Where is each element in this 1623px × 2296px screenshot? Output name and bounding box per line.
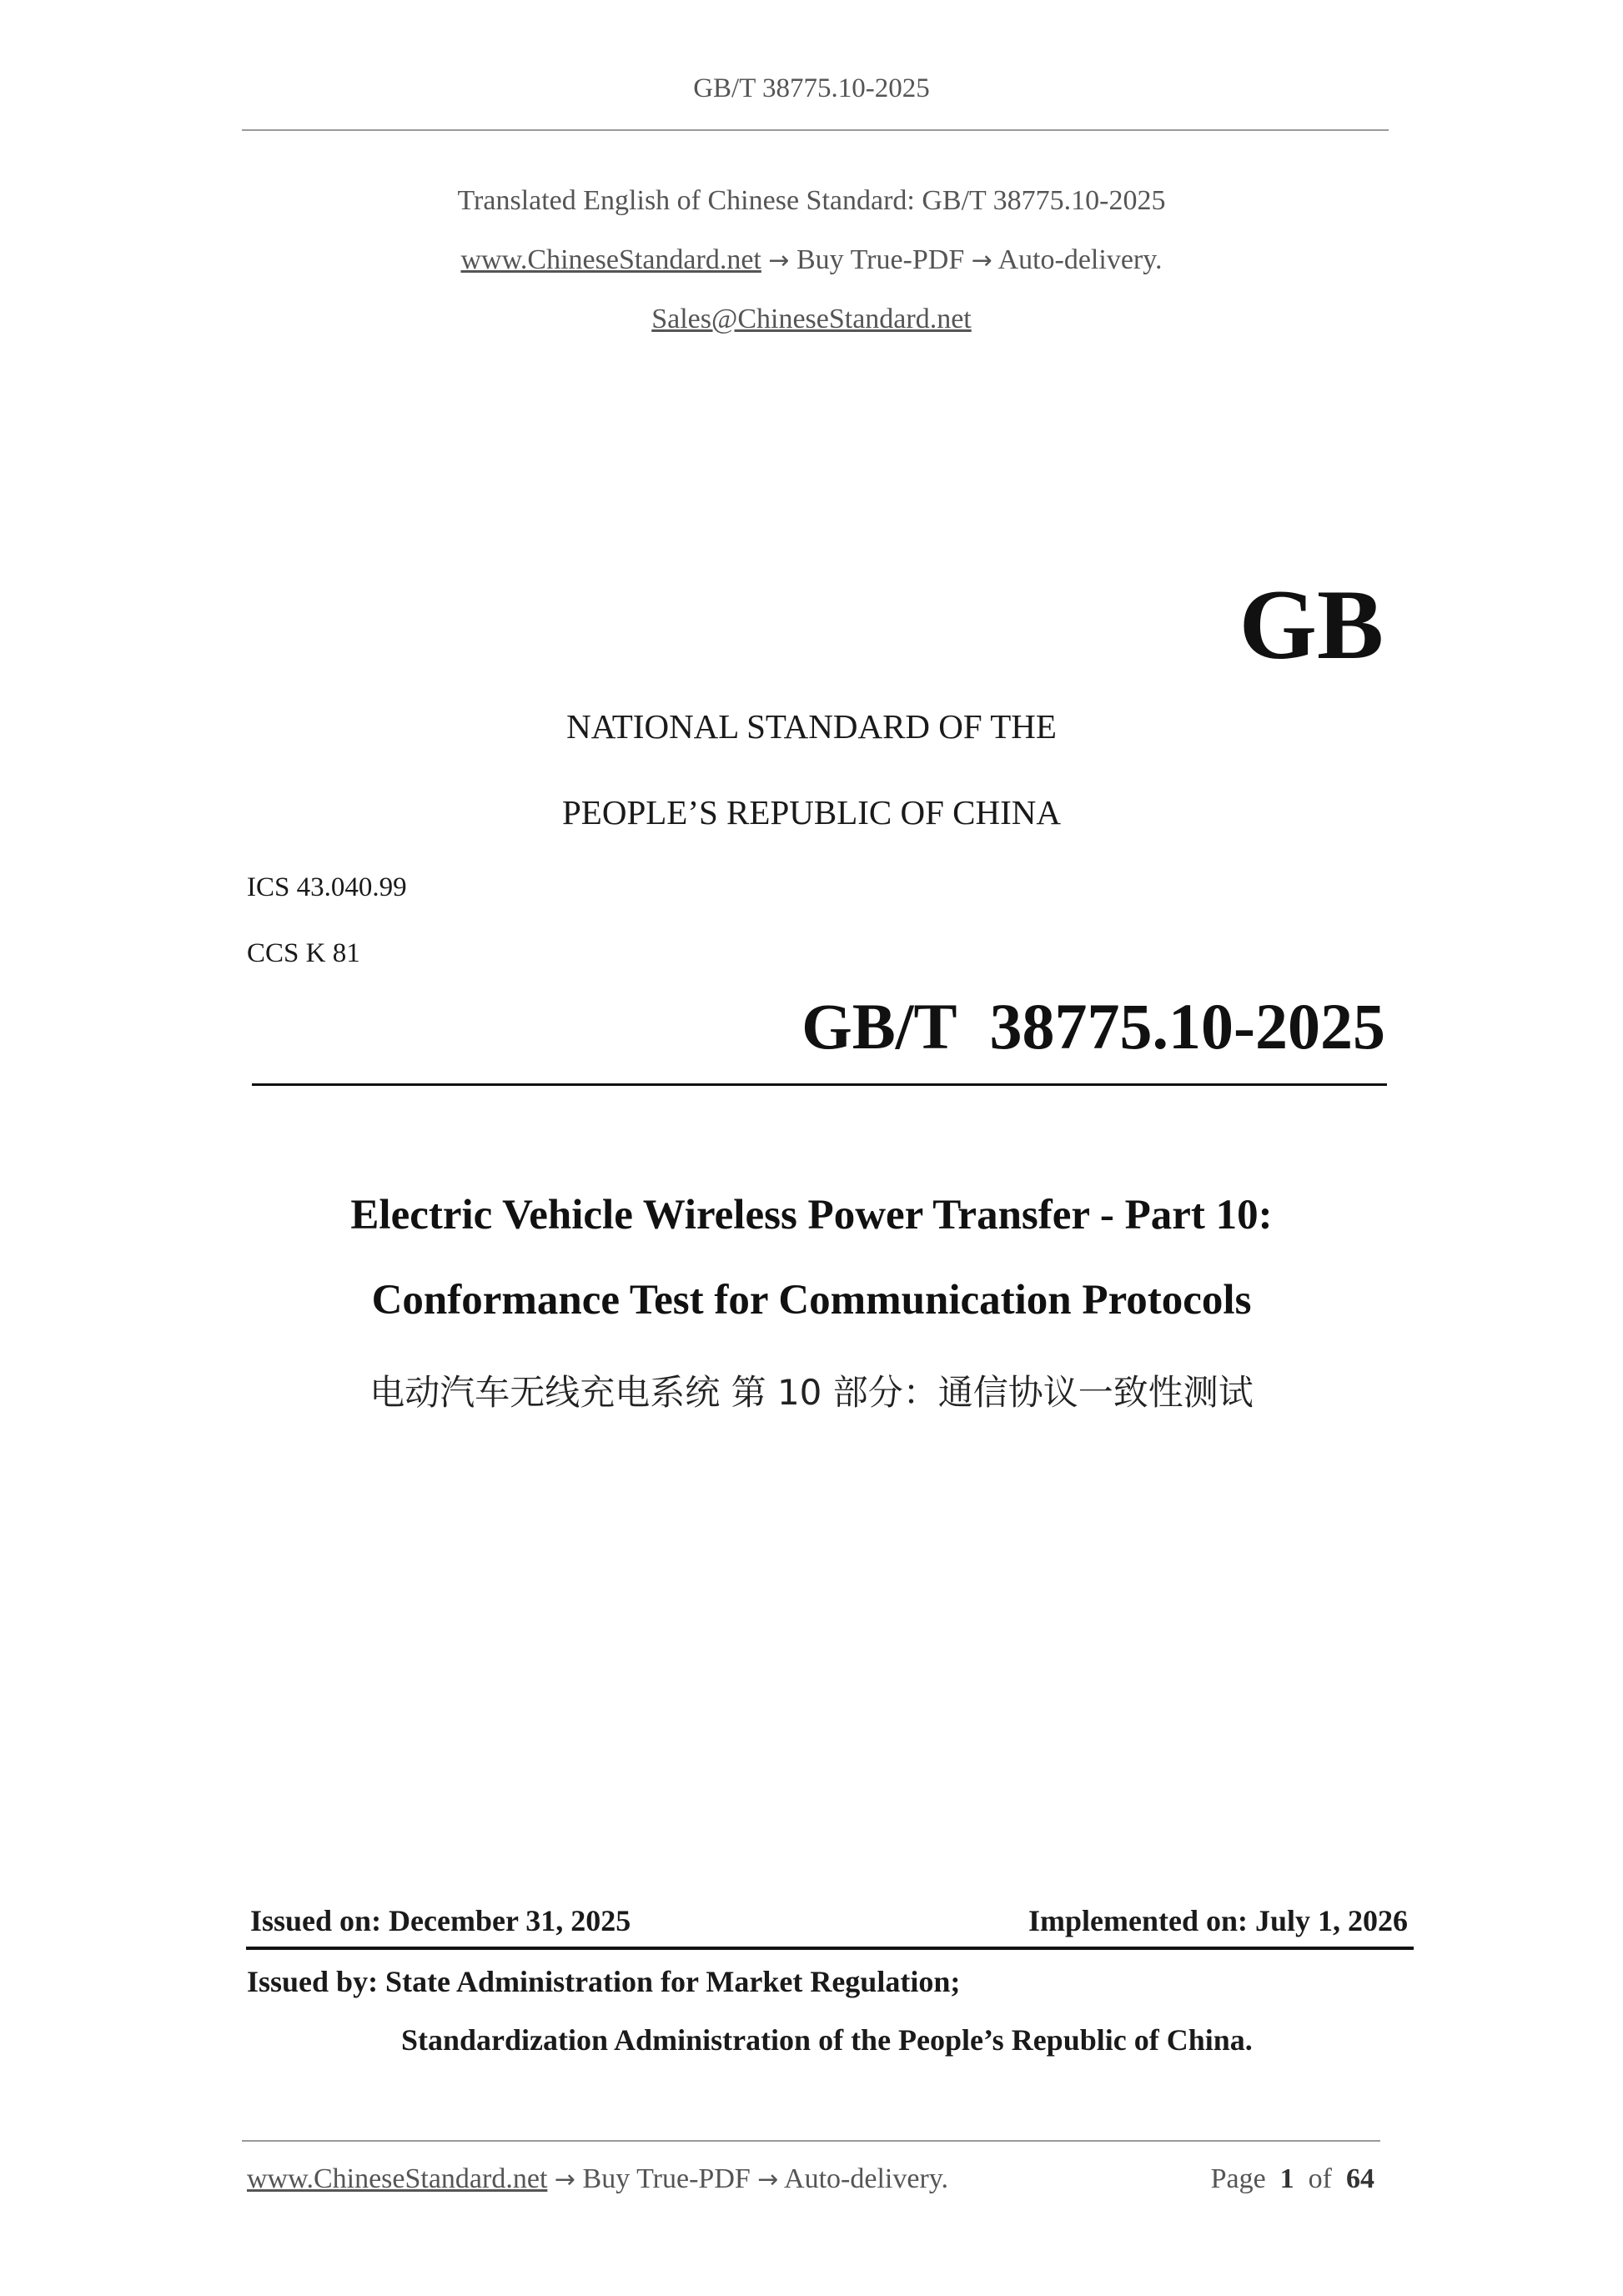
arrow-right-icon: →: [757, 2165, 779, 2194]
chinese-title: 电动汽车无线充电系统 第 10 部分：通信协议一致性测试: [369, 1372, 1254, 1413]
email-line: [0, 304, 1623, 335]
purchase-line: [0, 244, 1623, 276]
national-standard-line2: PEOPLE’S REPUBLIC OF CHINA: [562, 793, 1061, 831]
running-header: GB/T 38775.10-2025: [693, 73, 930, 103]
page-current: 1: [1279, 2163, 1294, 2194]
arrow-right-icon: →: [971, 246, 992, 275]
page-of: of: [1308, 2163, 1332, 2194]
auto-delivery-text: Auto-delivery.: [997, 244, 1163, 275]
arrow-right-icon: →: [554, 2165, 576, 2194]
standard-code: 38775.10-2025: [989, 990, 1385, 1063]
national-standard-line1: NATIONAL STANDARD OF THE: [566, 707, 1057, 746]
footer-delivery-text: Auto-delivery.: [784, 2163, 949, 2194]
footer-divider: [242, 2140, 1380, 2142]
english-title-line2: Conformance Test for Communication Protocols: [371, 1277, 1252, 1324]
issue-divider: [246, 1947, 1414, 1950]
translation-notice: Translated English of Chinese Standard: GB/T 38775.10-2025: [457, 185, 1166, 216]
issued-by: Issued by: State Administration for Market Regulation;: [247, 1965, 961, 1998]
buy-true-pdf-text: Buy True-PDF: [796, 244, 965, 275]
page-indicator: [1211, 2163, 1374, 2195]
gb-logo: GB: [1239, 569, 1384, 680]
ics-code: ICS 43.040.99: [247, 872, 407, 902]
english-title-line1: Electric Vehicle Wireless Power Transfer - Part 10:: [350, 1192, 1273, 1238]
footer-buy-text: Buy True-PDF: [582, 2163, 751, 2194]
header-divider: [242, 129, 1389, 131]
site-link[interactable]: www.ChineseStandard.net: [460, 244, 761, 275]
footer-site-link[interactable]: www.ChineseStandard.net: [247, 2163, 548, 2194]
arrow-right-icon: →: [768, 246, 790, 275]
issued-on-date: Issued on: December 31, 2025: [250, 1904, 631, 1937]
implemented-on-date: Implemented on: July 1, 2026: [1028, 1904, 1408, 1937]
footer-purchase-line: [247, 2163, 948, 2195]
title-divider: [252, 1083, 1387, 1086]
standard-prefix: GB/T: [801, 990, 957, 1063]
issued-by-line2: Standardization Administration of the People’s Republic of China.: [401, 2023, 1253, 2057]
standard-number: [801, 989, 1385, 1064]
page-label: Page: [1210, 2163, 1266, 2194]
ccs-code: CCS K 81: [247, 938, 360, 968]
sales-email-link[interactable]: Sales@ChineseStandard.net: [651, 304, 972, 334]
page-total: 64: [1346, 2163, 1374, 2194]
